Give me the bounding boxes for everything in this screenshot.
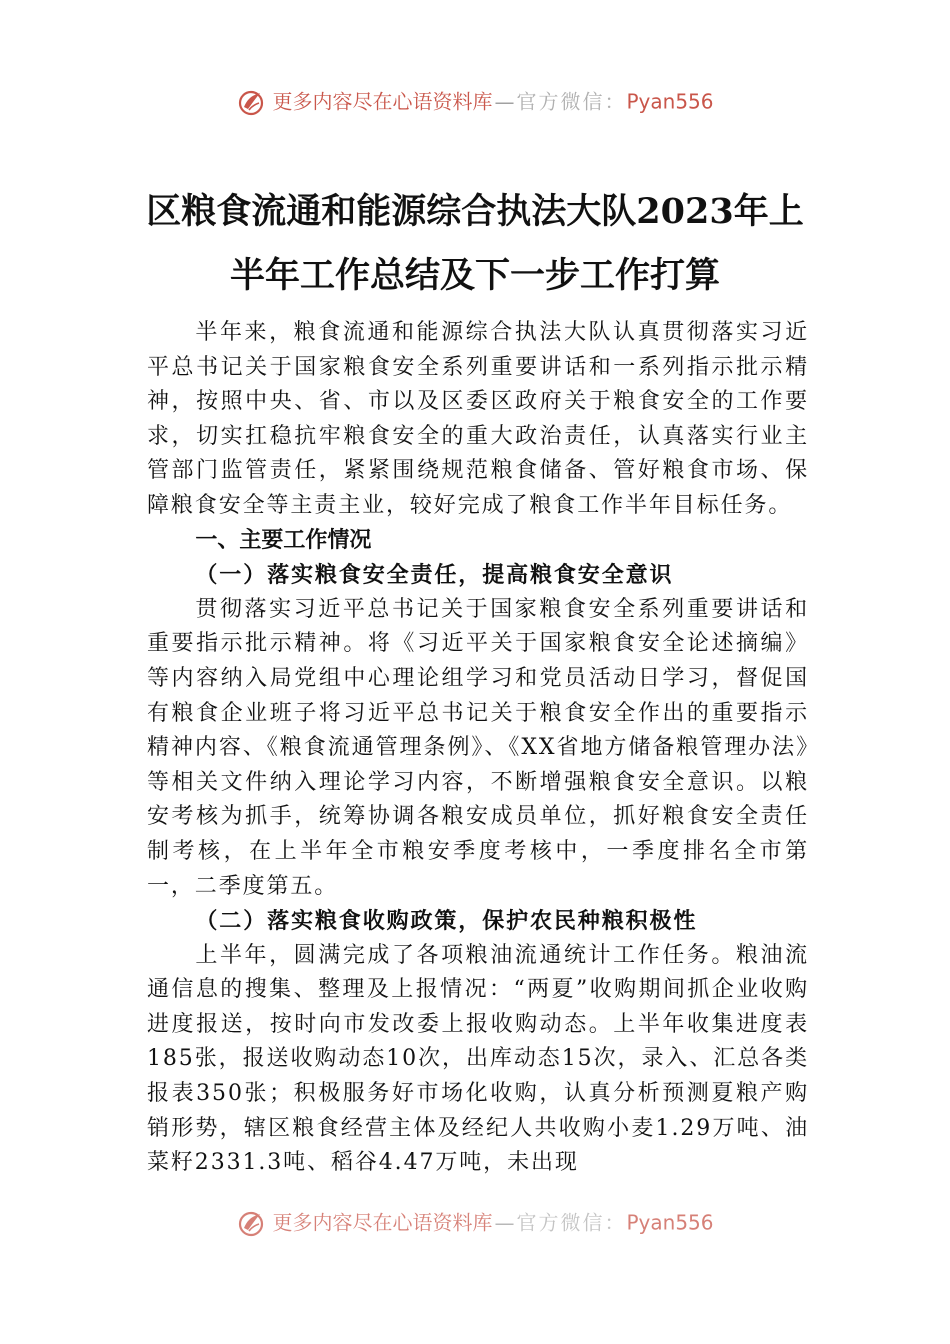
watermark-footer [0,1207,950,1238]
watermark-text: 更多内容尽在心语资料库 [272,1210,493,1235]
flame-swirl-logo-icon [236,87,266,117]
subsection-1-paragraph: 贯彻落实习近平总书记关于国家粮食安全系列重要讲话和重要指示批示精神。将《习近平关于国家粮食安全论述摘编》等内容纳入局党组中心理论组学习和党员活动日学习，督促国有粮食企业班子将习近平总书记关于粮食安全作出的重要指示精神内容、《粮食流通管理条例》、《XX省地方储备粮管理办法》等相关文件纳入理论学习内容，不断增强粮食安全意识。以粮安考核为抓手，统筹协调各粮安成员单位，抓好粮食安全责任制考核，在上半年全市粮安季度考核中，一季度排名全市第一，二季度第五。 [147,596,809,899]
document-body [147,316,809,1181]
subsection-heading-1: （一）落实粮食安全责任，提高粮食安全意识 [195,562,674,589]
section-heading-main-work: 一、主要工作情况 [195,527,372,553]
intro-paragraph: 半年来，粮食流通和能源综合执法大队认真贯彻落实习近平总书记关于国家粮食安全系列重要讲话和一系列指示批示精神，按照中央、省、市以及区委区政府关于粮食安全的工作要求，切实扛稳抗牢粮食安全的重大政治责任，认真落实行业主管部门监管责任，紧紧围绕规范粮食储备、管好粮食市场、保障粮食安全等主责主业，较好完成了粮食工作半年目标任务。 [147,320,809,518]
watermark-wechat-id: Pyan556 [626,1210,714,1235]
watermark-wechat-id: Pyan556 [626,89,714,114]
watermark-text: 更多内容尽在心语资料库 [272,89,493,114]
subsection-heading-2: （二）落实粮食收购政策，保护农民种粮积极性 [195,908,698,935]
watermark-wechat-label: 官方微信： [516,1210,627,1235]
watermark-header [0,86,950,117]
watermark-wechat-label: 官方微信： [516,89,627,114]
subsection-2-paragraph: 上半年，圆满完成了各项粮油流通统计工作任务。粮油流通信息的搜集、整理及上报情况：“两夏”收购期间抓企业收购进度报送，按时向市发改委上报收购动态。上半年收集进度表185张，报送收购动态10次，出库动态15次，录入、汇总各类报表350张；积极服务好市场化收购，认真分析预测夏粮产购销形势，辖区粮食经营主体及经纪人共收购小麦1.29万吨、油菜籽2331.3吨、稻谷4.47万吨，未出现 [147,942,809,1176]
flame-swirl-logo-icon [236,1208,266,1238]
watermark-separator: — [494,89,515,114]
watermark-separator: — [494,1210,515,1235]
document-title-line-2: 半年工作总结及下一步工作打算 [229,255,720,296]
document-title-line-1: 区粮食流通和能源综合执法大队2023年上 [146,191,804,232]
